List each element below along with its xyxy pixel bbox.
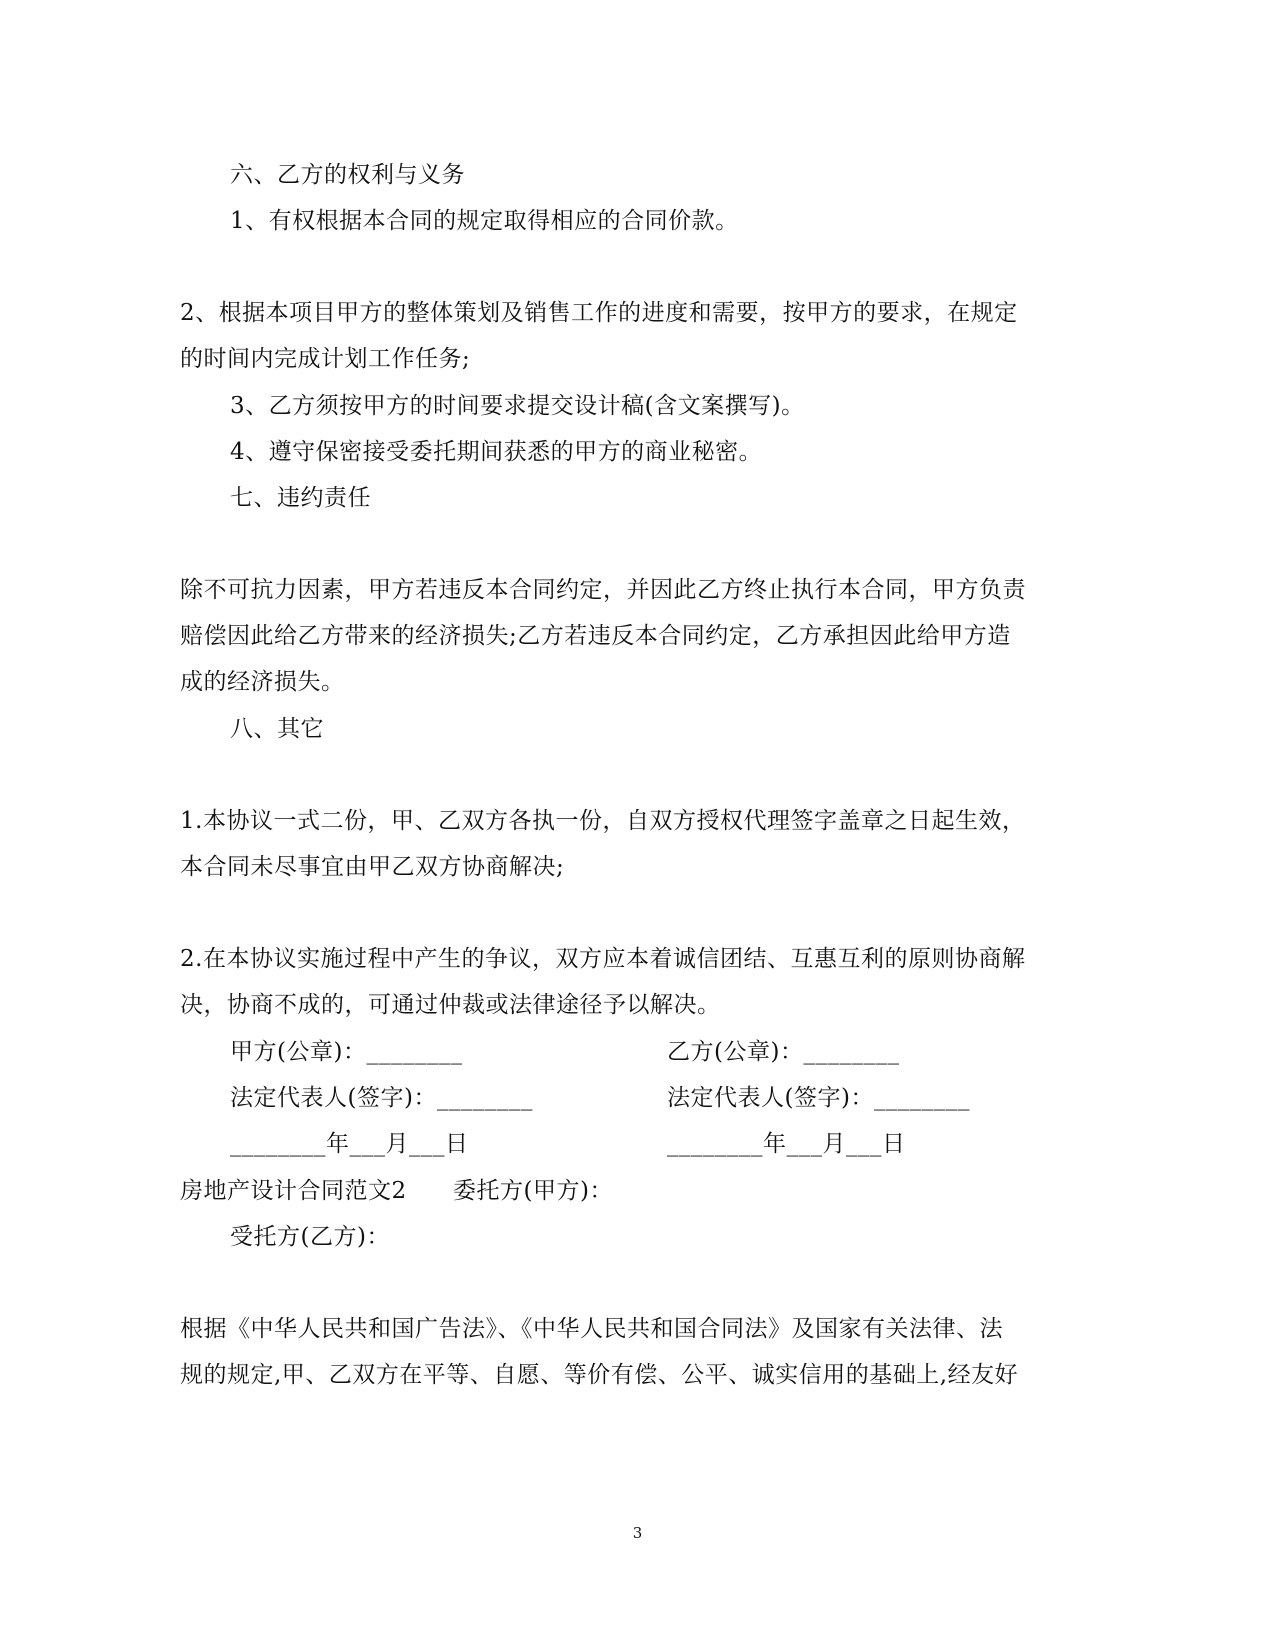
paragraph-7-line-2: 赔偿因此给乙方带来的经济损失;乙方若违反本合同约定，乙方承担因此给甲方造 bbox=[180, 623, 1011, 649]
party-a-date: ________年___月___日 bbox=[230, 1131, 469, 1157]
paragraph-8-1-line-1: 1.本协议一式二份，甲、乙双方各执一份，自双方授权代理签字盖章之日起生效， bbox=[180, 808, 1026, 834]
paragraph-6-1: 1、有权根据本合同的规定取得相应的合同价款。 bbox=[230, 208, 739, 234]
section-heading-8: 八、其它 bbox=[230, 716, 324, 742]
paragraph-8-2-line-2: 决，协商不成的，可通过仲裁或法律途径予以解决。 bbox=[180, 992, 721, 1018]
party-b-seal: 乙方(公章)：________ bbox=[667, 1039, 900, 1065]
section-heading-7: 七、违约责任 bbox=[230, 485, 371, 511]
party-b-date: ________年___月___日 bbox=[667, 1131, 906, 1157]
sample-2-paragraph-line-2: 规的规定,甲、乙双方在平等、自愿、等价有偿、公平、诚实信用的基础上,经友好 bbox=[180, 1362, 1019, 1388]
paragraph-6-3: 3、乙方须按甲方的时间要求提交设计稿(含文案撰写)。 bbox=[230, 393, 805, 419]
paragraph-6-2-line-2: 的时间内完成计划工作任务; bbox=[180, 346, 471, 372]
contractor-party-b: 受托方(乙方)： bbox=[230, 1224, 390, 1250]
page-number: 3 bbox=[632, 1524, 643, 1542]
paragraph-6-2-line-1: 2、根据本项目甲方的整体策划及销售工作的进度和需要，按甲方的要求，在规定 bbox=[180, 300, 1018, 326]
paragraph-8-1-line-2: 本合同未尽事宜由甲乙双方协商解决; bbox=[180, 854, 565, 880]
paragraph-6-4: 4、遵守保密接受委托期间获悉的甲方的商业秘密。 bbox=[230, 439, 763, 465]
sample-2-paragraph-line-1: 根据《中华人民共和国广告法》、《中华人民共和国合同法》及国家有关法律、法 bbox=[180, 1316, 1003, 1342]
sample-2-title: 房地产设计合同范文2 bbox=[180, 1178, 407, 1204]
section-heading-6: 六、乙方的权利与义务 bbox=[230, 162, 465, 188]
client-party-a: 委托方(甲方)： bbox=[453, 1178, 613, 1204]
party-a-representative: 法定代表人(签字)：________ bbox=[230, 1085, 533, 1111]
paragraph-7-line-3: 成的经济损失。 bbox=[180, 669, 345, 695]
party-b-representative: 法定代表人(签字)：________ bbox=[667, 1085, 970, 1111]
paragraph-7-line-1: 除不可抗力因素，甲方若违反本合同约定，并因此乙方终止执行本合同，甲方负责 bbox=[180, 577, 1026, 603]
party-a-seal: 甲方(公章)：________ bbox=[230, 1039, 463, 1065]
paragraph-8-2-line-1: 2.在本协议实施过程中产生的争议，双方应本着诚信团结、互惠互利的原则协商解 bbox=[180, 946, 1026, 972]
